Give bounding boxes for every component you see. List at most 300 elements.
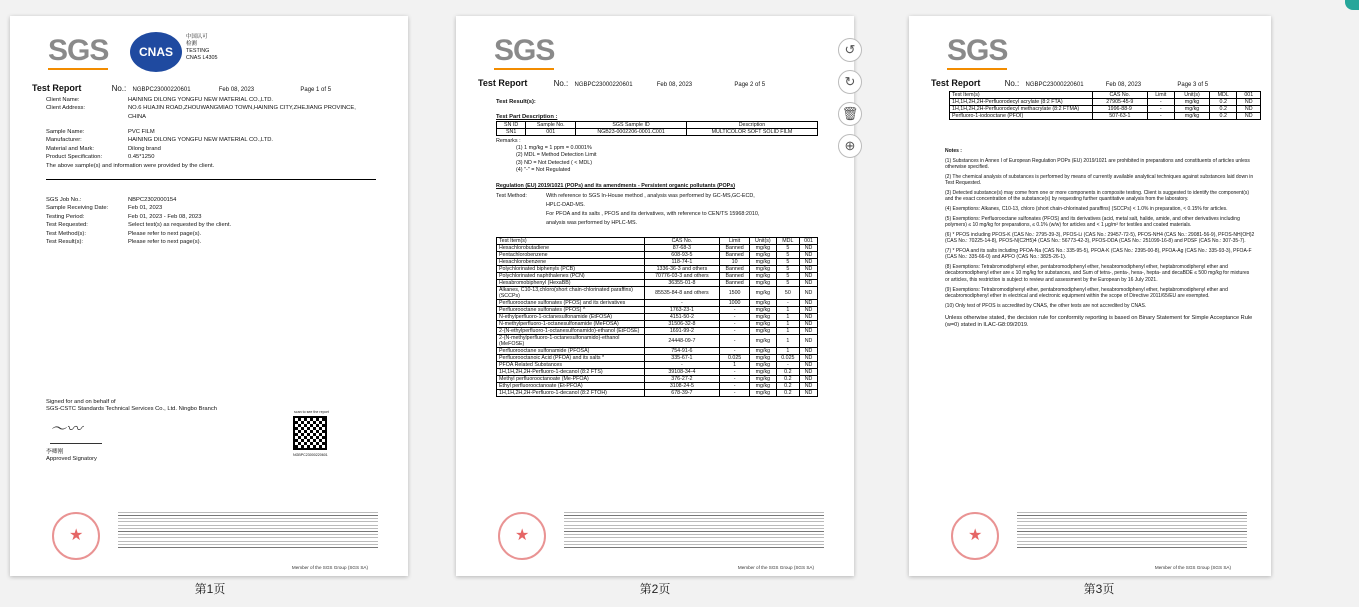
remark-1: (1) 1 mg/kg = 1 ppm = 0.0001% (516, 145, 592, 152)
table-row (950, 113, 1261, 120)
material-mark: Dilong brand (128, 145, 161, 152)
recv-date: Feb 01, 2023 (128, 205, 163, 212)
remarks (496, 138, 597, 174)
table-cell: mg/kg (1175, 99, 1210, 106)
table-cell: mg/kg (750, 287, 777, 300)
report-header (478, 78, 765, 88)
table-cell: - (720, 390, 750, 397)
table-cell: ND (800, 362, 818, 369)
page-toolbar (838, 38, 864, 166)
results-header-cell: Unit(s) (1175, 92, 1210, 99)
table-row (497, 300, 818, 307)
table-cell: ND (800, 252, 818, 259)
table-cell: Polychlorinated naphthalenes (PCN) (497, 273, 645, 280)
desc-header-row (497, 122, 818, 129)
table-cell: 2-(N-ethylperfluoro-1-octanesulfonamido)-ethanol (EtFOSE) (497, 328, 645, 335)
product-spec: 0.45*1250 (128, 154, 155, 161)
table-row (497, 355, 818, 362)
table-cell: ND (800, 273, 818, 280)
table-cell: 87-68-3 (644, 245, 719, 252)
desc-header-cell: Description (686, 122, 817, 129)
table-cell: 36355-01-8 (644, 280, 719, 287)
table-cell: 1500 (720, 287, 750, 300)
meth-label: Test Method(s): (46, 230, 86, 237)
report-header (32, 83, 331, 93)
table-cell: 2-(N-methylperfluoro-1-octanesulfonamido)-ethanol (MeFOSE) (497, 335, 645, 348)
results-table (496, 237, 818, 397)
table-cell: ND (1237, 113, 1261, 120)
table-cell: 0.2 (776, 376, 800, 383)
table-cell: - (720, 321, 750, 328)
regulation-heading: Regulation (EU) 2019/1021 (POPs) and its amendments - Persistent organic pollutants (POPs) (496, 183, 736, 189)
table-cell: Alkanes, C10-13,chloro(short chain-chlorinated paraffins) (SCCPs) (497, 287, 645, 300)
table-cell: 31506-32-8 (644, 321, 719, 328)
approved-signatory: Approved Signatory (46, 456, 97, 462)
results-header-cell: Test Item(s) (497, 238, 645, 245)
part-desc-heading: Test Part Description : (496, 114, 558, 120)
note-item: (6) * PFOS including PFOS-K (CAS No.: 2795-39-3), PFOS-Li (CAS No.: 29457-72-5), PFOS-NH4 (CAS No.: 29081-56-9), PFOS-NH(OH)2 (CAS No.: 70225-14-8), PFOS-N(C2H5)4 (CAS No.: 56773-42-3), PFOS-DDA (CAS No.: 251099-16-8) and PDSF (CAS No.: 307-35-7). (945, 231, 1255, 245)
table-cell: - (720, 369, 750, 376)
sgs-logo: SGS (947, 34, 1008, 67)
table-row (497, 328, 818, 335)
table-cell: 0.2 (1210, 99, 1237, 106)
table-cell: mg/kg (750, 328, 777, 335)
no-label: No.: (111, 84, 127, 93)
notes-list (945, 158, 1255, 309)
table-cell: 1H,1H,2H,2H-Perfluorodecyl methacrylate (8:2 FTMA) (950, 106, 1093, 113)
member-text: Member of the SGS Group (SGS SA) (737, 565, 814, 570)
table-cell: 1336-36-3 and others (644, 266, 719, 273)
remarks-label: Remarks : (496, 138, 521, 144)
table-cell: 24448-09-7 (644, 335, 719, 348)
sgs-logo-underline (48, 68, 108, 70)
table-row (497, 252, 818, 259)
table-cell: ND (800, 390, 818, 397)
table-cell: mg/kg (750, 348, 777, 355)
table-cell: 10 (720, 259, 750, 266)
table-cell: mg/kg (750, 252, 777, 259)
page-2-thumbnail[interactable] (456, 16, 854, 576)
note-item: (9) Exemptions: Tetrabromodiphenyl ether, pentabromodiphenyl ether, hexabromodiphenyl ether, heptabromodiphenyl ether and decabromodiphenyl ether in electrical and electronic equipment within the scope of Directive 2011/65/EU are exempted. (945, 286, 1228, 299)
table-row (497, 287, 818, 300)
desc-cell: 001 (526, 129, 576, 136)
results-header-cell: Limit (1147, 92, 1174, 99)
results-header-cell: MDL (1210, 92, 1237, 99)
desc-header-cell: SN ID (497, 122, 526, 129)
test-requested: Select test(s) as requested by the client. (128, 222, 232, 229)
table-cell: - (1147, 113, 1174, 120)
seal-stamp (52, 512, 100, 560)
table-cell: 1 (776, 335, 800, 348)
method-line2: HPLC-DAD-MS. (546, 202, 585, 208)
sgs-logo-underline (947, 68, 1007, 70)
table-cell: 678-39-7 (644, 390, 719, 397)
table-cell: Perfluorooctane sulfonamide (PFOSA) (497, 348, 645, 355)
table-cell: ND (800, 321, 818, 328)
note-item: (7) * PFOA and its salts including PFOA-Na (CAS No.: 335-95-5), PFOA-K (CAS No.: 2395-00-8), PFOA-Ag (CAS No.: 335-93-3), PFOA-F (CAS No.: 335-66-0) and APFO (CAS No.: 3825-26-1). (945, 248, 1252, 261)
divider (46, 179, 376, 180)
table-cell: Perfluorooctane sulfonates (PFOS) and its derivatives (497, 300, 645, 307)
table-row (497, 307, 818, 314)
table-cell: ND (800, 335, 818, 348)
table-cell: 1H,1H,2H,2H-Perfluorodecyl acrylate (8:2 FTA) (950, 99, 1093, 106)
remark-2: (2) MDL = Method Detection Limit (516, 152, 597, 159)
table-cell: 0.2 (1210, 113, 1237, 120)
table-cell: 50 (776, 287, 800, 300)
signature-block (46, 399, 217, 413)
page-3-label: 第3页 (1083, 582, 1115, 596)
table-cell: Hexachlorobutadiene (497, 245, 645, 252)
table-cell: ND (800, 266, 818, 273)
no-label: No.: (1004, 79, 1020, 88)
table-row (497, 335, 818, 348)
table-row (497, 259, 818, 266)
manufacturer-label: Manufacturer: (46, 137, 82, 144)
page-2-label: 第2页 (639, 582, 671, 596)
table-cell: ND (800, 287, 818, 300)
table-cell: - (720, 307, 750, 314)
table-cell: 5 (776, 266, 800, 273)
table-cell: mg/kg (750, 280, 777, 287)
manufacturer: HAINING DILONG YONGFU NEW MATERIAL CO.,LTD. (128, 137, 274, 144)
mark-label: Material and Mark: (46, 145, 95, 152)
table-cell: Hexachlorobenzene (497, 259, 645, 266)
table-cell: mg/kg (750, 355, 777, 362)
approver (46, 449, 97, 463)
results-header-cell: 001 (800, 238, 818, 245)
note-item: (5) Exemptions: Perfluorooctane sulfonates (PFOS) and its derivatives (acid, metal salt, halide, amide, and other derivatives including polymers) ≤ 10 mg/kg for preparations, ≤ 0.1% (w/w) for articles and < 1 μg/m² for textiles and coated materials. (945, 215, 1240, 229)
test-methods: Please refer to next page(s). (128, 230, 202, 237)
table-cell: ND (800, 300, 818, 307)
table-row (497, 245, 818, 252)
sgs-logo: SGS (494, 34, 555, 67)
table-cell: 335-67-1 (644, 355, 719, 362)
table-cell: 85535-84-8 and others (644, 287, 719, 300)
table-cell: - (776, 300, 800, 307)
remark-3: (3) ND = Not Detected ( < MDL) (516, 159, 593, 166)
table-cell: mg/kg (1175, 106, 1210, 113)
desc-cell: SN1 (497, 129, 526, 136)
table-cell: 0.025 (720, 355, 750, 362)
table-cell: 5 (776, 280, 800, 287)
report-title: Test Report (931, 78, 981, 88)
table-cell: - (644, 362, 719, 369)
table-cell: Banned (720, 252, 750, 259)
table-cell: - (720, 328, 750, 335)
table-cell: ND (800, 307, 818, 314)
table-cell: 0.2 (776, 369, 800, 376)
member-text: Member of the SGS Group (SGS SA) (1154, 565, 1231, 570)
table-cell: 70776-03-3 and others (644, 273, 719, 280)
report-date: Feb 08, 2023 (218, 87, 255, 93)
table-cell: Banned (720, 245, 750, 252)
provided-note: The above sample(s) and information were provided by the client. (46, 162, 215, 169)
table-cell: 1H,1H,2H,2H-Perfluoro-1-decanol (8:2 FTS) (497, 369, 645, 376)
table-cell: mg/kg (750, 362, 777, 369)
signature-image: 〜〰 (50, 416, 102, 444)
footer (456, 496, 854, 576)
table-cell: 5 (776, 252, 800, 259)
table-cell: 5 (776, 245, 800, 252)
table-row (497, 362, 818, 369)
table-cell: 1763-23-1 (644, 307, 719, 314)
job-label: SGS Job No.: (46, 197, 82, 203)
results-header-cell: MDL (776, 238, 800, 245)
table-cell: PFOA Related Substances (497, 362, 645, 369)
table-cell: Ethyl perfluorooctanoate (Et-PFOA) (497, 383, 645, 390)
table-cell: ND (800, 328, 818, 335)
note-item: (4) Exemptions: Alkanes, C10-13, chloro (short chain-chlorinated paraffins) (SCCPs) < 1.0% in preparation, < 0.15% for articles. (945, 206, 1228, 213)
req-label: Test Requested: (46, 222, 88, 229)
job-info (46, 196, 231, 246)
table-cell: mg/kg (750, 259, 777, 266)
job-no: NBPC2302000154 (128, 197, 177, 203)
desc-header-cell: SGS Sample ID (576, 122, 687, 129)
table-cell: ND (800, 348, 818, 355)
table-cell: 5 (776, 259, 800, 266)
table-cell: 0.2 (776, 390, 800, 397)
table-cell: - (720, 314, 750, 321)
cnas-testing: TESTING (186, 48, 210, 54)
table-cell: - (776, 362, 800, 369)
table-cell: mg/kg (750, 245, 777, 252)
table-row (497, 280, 818, 287)
table-cell: - (1147, 99, 1174, 106)
table-cell: 1996-88-9 (1093, 106, 1148, 113)
sample-info (46, 128, 273, 170)
table-row (497, 376, 818, 383)
table-cell: 1 (776, 314, 800, 321)
table-cell: ND (1237, 106, 1261, 113)
results-header-row (950, 92, 1261, 99)
period-label: Testing Period: (46, 213, 85, 220)
note-item: (3) Detected substance(s) may come from one or more components in composite testing. Client is suggested to identify the component(s) and the exact concentration of the substance(s) by requesting further quantitative analysis from the laboratory. (945, 189, 1250, 203)
table-cell: 0.2 (1210, 106, 1237, 113)
footer-fine-print (1017, 510, 1247, 550)
table-cell: - (1147, 106, 1174, 113)
no-label: No.: (553, 79, 569, 88)
footer-fine-print (118, 510, 378, 550)
table-cell: mg/kg (750, 383, 777, 390)
table-cell: N-methylperfluoro-1-octanesulfonamide (MeFOSA) (497, 321, 645, 328)
table-cell: mg/kg (750, 390, 777, 397)
note-item: (2) The chemical analysis of substances is performed by means of currently available analytical techniques against substances laid down in Test Requested. (945, 173, 1254, 187)
table-cell: Banned (720, 266, 750, 273)
notes-label: Notes : (945, 148, 962, 154)
table-cell: 39108-34-4 (644, 369, 719, 376)
address-line1: NO.6 HUAJIN ROAD,ZHOUWANGMIAO TOWN,HAINING CITY,ZHEJIANG PROVINCE, (128, 105, 356, 112)
cnas-cn1: 中国认可 (186, 34, 208, 40)
results-table-cont (949, 91, 1261, 120)
report-header (931, 78, 1208, 88)
table-cell: - (644, 300, 719, 307)
desc-cell: NGB23-0002206-0001.C001 (576, 129, 687, 136)
seal-stamp (498, 512, 546, 560)
cnas-logo: CNAS (130, 32, 182, 72)
client-label: Client Name: (46, 97, 80, 103)
footer (10, 496, 408, 576)
table-cell: 1691-99-2 (644, 328, 719, 335)
page-3-thumbnail[interactable] (909, 16, 1271, 576)
corner-badge[interactable] (1345, 0, 1359, 10)
table-cell: - (720, 348, 750, 355)
remark-4: (4) "-" = Not Regulated (516, 166, 571, 173)
results-header-cell: Test Item(s) (950, 92, 1093, 99)
table-cell: 5 (776, 273, 800, 280)
seal-stamp (951, 512, 999, 560)
table-cell: 1 (720, 362, 750, 369)
test-results: Please refer to next page(s). (128, 239, 202, 246)
res-label: Test Result(s): (46, 239, 84, 246)
page-1-label: 第1页 (194, 582, 226, 596)
test-method (496, 192, 759, 228)
table-cell: Perfluorooctane sulfonates (PFOS) ^ (497, 307, 645, 314)
note-item: (10) Only test of PFOS is accredited by CNAS, the other tests are not accredited by CNAS. (945, 302, 1147, 309)
table-cell: 1 (776, 328, 800, 335)
results-header-cell: 001 (1237, 92, 1261, 99)
table-cell: mg/kg (750, 266, 777, 273)
note-item: (1) Substances in Annex I of European Regulation POPs (EU) 2019/1021 are prohibited in preparations and constituents of articles unless otherwise specified. (945, 157, 1250, 171)
table-cell: Pentachlorobenzene (497, 252, 645, 259)
table-cell: 507-63-1 (1093, 113, 1148, 120)
sgs-logo: SGS (48, 34, 109, 67)
method-line1: With reference to SGS In-House method , analysis was performed by GC-MS,GC-ECD, (546, 193, 755, 199)
table-cell: 3108-24-5 (644, 383, 719, 390)
signed-line1: Signed for and on behalf of (46, 399, 116, 405)
address-line2: CHINA (128, 113, 147, 120)
note-item: (8) Exemptions: Tetrabromodiphenyl ether, pentabromodiphenyl ether, hexabromodiphenyl ether, heptabromodiphenyl ether and decabromodiphenyl ether are ≤ 10 mg/kg for substances, and Sum of tetra-, penta-, hexa-, hepta- and decaBDE ≤ 500 mg/kg for mixtures or articles, this restriction is subject to review and assessment by the European by 16 July 2021. (945, 264, 1250, 283)
table-cell: mg/kg (750, 335, 777, 348)
table-row (497, 383, 818, 390)
table-cell: Methyl perfluorooctanoate (Me-PFOA) (497, 376, 645, 383)
table-cell: 1 (776, 348, 800, 355)
footer (909, 496, 1271, 576)
report-date: Feb 08, 2023 (656, 82, 693, 88)
table-cell: - (720, 376, 750, 383)
table-cell: 1 (776, 321, 800, 328)
report-title: Test Report (32, 83, 82, 93)
rotate-left-button[interactable]: ↺ (838, 38, 862, 62)
table-cell: mg/kg (750, 321, 777, 328)
scan-caption: scan to see the report (294, 410, 329, 414)
approver-name: 李卿刚 (46, 449, 64, 455)
table-cell: 1000 (720, 300, 750, 307)
table-cell: - (720, 335, 750, 348)
table-cell: mg/kg (750, 300, 777, 307)
signed-line2: SGS-CSTC Standards Technical Services Co., Ltd. Ningbo Branch (46, 406, 217, 412)
results-header-cell: CAS No. (644, 238, 719, 245)
address-label: Client Address: (46, 105, 85, 112)
report-title: Test Report (478, 78, 528, 88)
recv-label: Sample Receiving Date: (46, 205, 109, 212)
rotate-right-button[interactable]: ↻ (838, 70, 862, 94)
client-info (46, 96, 356, 121)
table-cell: 118-74-1 (644, 259, 719, 266)
page-1-thumbnail[interactable] (10, 16, 408, 576)
table-row (497, 390, 818, 397)
table-cell: ND (800, 314, 818, 321)
delete-button[interactable]: 🗑 (838, 102, 862, 126)
table-cell: mg/kg (1175, 113, 1210, 120)
footer-fine-print (564, 510, 824, 550)
table-cell: mg/kg (750, 307, 777, 314)
table-cell: ND (1237, 99, 1261, 106)
results-heading: Test Result(s): (496, 99, 536, 105)
cnas-id: CNAS L4305 (186, 55, 218, 61)
table-row (497, 266, 818, 273)
table-cell: 27905-45-9 (1093, 99, 1148, 106)
table-row (950, 99, 1261, 106)
qr-label: NGBPC23000220601 (293, 453, 328, 457)
notes-block (945, 148, 1255, 332)
desc-header-cell: Sample No. (526, 122, 576, 129)
page-number: Page 1 of 5 (300, 87, 332, 93)
table-cell: Polychlorinated biphenyls (PCB) (497, 266, 645, 273)
table-row (497, 273, 818, 280)
table-cell: ND (800, 355, 818, 362)
table-cell: 0.025 (776, 355, 800, 362)
page-number: Page 2 of 5 (734, 82, 766, 88)
testing-period: Feb 01, 2023 - Feb 08, 2023 (128, 213, 202, 220)
table-cell: Perfluoro-1-iodooctane (PFOI) (950, 113, 1093, 120)
method-line3: For PFOA and its salts , PFOS and its derivatives, with reference to CEN/TS 15968:2010, (546, 211, 760, 217)
results-header-cell: Unit(s) (750, 238, 777, 245)
table-row (950, 106, 1261, 113)
spec-label: Product Specification: (46, 154, 103, 161)
sample-label: Sample Name: (46, 129, 85, 135)
table-cell: Hexabromobiphenyl (HexaBB) (497, 280, 645, 287)
client-name: HAINING DILONG YONGFU NEW MATERIAL CO.,LTD. (128, 97, 274, 103)
table-cell: mg/kg (750, 314, 777, 321)
report-no: NGBPC23000220601 (132, 87, 191, 93)
table-cell: 4151-50-2 (644, 314, 719, 321)
table-cell: Perfluorooctanoic Acid (PFOA) and its salts * (497, 355, 645, 362)
table-cell: Banned (720, 273, 750, 280)
table-cell: ND (800, 383, 818, 390)
sgs-logo-underline (494, 68, 554, 70)
table-cell: 754-91-6 (644, 348, 719, 355)
description-table (496, 121, 818, 136)
report-no: NGBPC23000220601 (1025, 82, 1084, 88)
table-cell: - (720, 383, 750, 390)
report-date: Feb 08, 2023 (1105, 82, 1142, 88)
table-cell: ND (800, 259, 818, 266)
table-cell: 608-93-5 (644, 252, 719, 259)
results-header-cell: Limit (720, 238, 750, 245)
table-cell: Banned (720, 280, 750, 287)
results-header-row (497, 238, 818, 245)
table-cell: ND (800, 280, 818, 287)
cnas-cn2: 检测 (186, 41, 197, 47)
method-label: Test Method: (496, 193, 527, 199)
decision-rule: Unless otherwise stated, the decision rule for conformity reporting is based on Binary Statement for Simple Acceptance Rule (w=0) stated in ILAC-G8:09/2019. (945, 314, 1253, 328)
table-cell: mg/kg (750, 376, 777, 383)
table-row (497, 321, 818, 328)
desc-row (497, 129, 818, 136)
qr-code[interactable] (293, 416, 327, 450)
table-cell: 0.2 (776, 383, 800, 390)
page-number: Page 3 of 5 (1177, 82, 1209, 88)
add-page-button[interactable]: ⊕ (838, 134, 862, 158)
results-header-cell: CAS No. (1093, 92, 1148, 99)
table-cell: mg/kg (750, 273, 777, 280)
member-text: Member of the SGS Group (SGS SA) (291, 565, 368, 570)
table-cell: 1 (776, 307, 800, 314)
table-cell: ND (800, 245, 818, 252)
table-cell: N-ethylperfluoro-1-octanesulfonamide (EtFOSA) (497, 314, 645, 321)
desc-cell: MULTICOLOR SOFT SOLID FILM (686, 129, 817, 136)
table-cell: mg/kg (750, 369, 777, 376)
